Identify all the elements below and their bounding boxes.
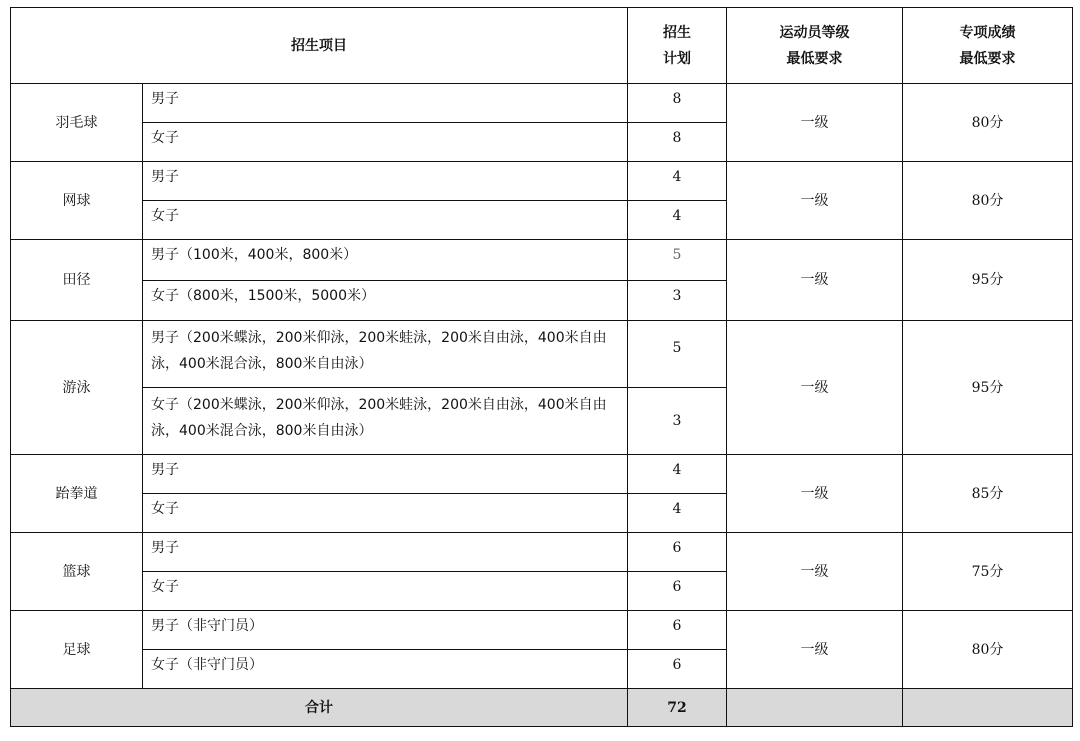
header-project: 招生项目: [11, 8, 628, 84]
entry-plan: 5: [628, 321, 727, 388]
entry-plan: 3: [628, 388, 727, 455]
level-requirement: 一级: [727, 533, 903, 611]
header-score-line1: 专项成绩: [959, 24, 1016, 41]
sport-name: 足球: [11, 611, 143, 689]
entry-gender: 女子: [143, 123, 628, 162]
entry-plan: 4: [628, 162, 727, 201]
entry-plan: 6: [628, 611, 727, 650]
entry-gender: 男子: [143, 84, 628, 123]
total-level-empty: [727, 689, 903, 727]
table-row: [11, 240, 1073, 281]
level-requirement: 一级: [727, 84, 903, 162]
entry-gender: 男子（200米蝶泳，200米仰泳，200米蛙泳，200米自由泳，400米自由泳，400米混合泳，800米自由泳）: [143, 321, 628, 388]
header-score-line2: 最低要求: [959, 50, 1016, 67]
entry-gender: 女子（200米蝶泳，200米仰泳，200米蛙泳，200米自由泳，400米自由泳，400米混合泳，800米自由泳）: [143, 388, 628, 455]
entry-gender: 男子: [143, 455, 628, 494]
entry-plan: 4: [628, 455, 727, 494]
sport-name: 网球: [11, 162, 143, 240]
entry-gender: 女子（800米，1500米，5000米）: [143, 281, 628, 321]
table-row: [11, 321, 1073, 388]
table-row: [11, 611, 1073, 650]
entry-plan: 8: [628, 123, 727, 162]
admission-table: [10, 7, 1073, 727]
level-requirement: 一级: [727, 455, 903, 533]
header-level-line2: 最低要求: [786, 50, 843, 67]
entry-gender: 女子: [143, 572, 628, 611]
header-plan: [628, 8, 727, 84]
table-row: [11, 162, 1073, 201]
score-requirement: 95分: [903, 321, 1073, 455]
score-requirement: 80分: [903, 84, 1073, 162]
score-requirement: 80分: [903, 611, 1073, 689]
entry-gender: 男子（100米，400米，800米）: [143, 240, 628, 281]
entry-gender: 女子: [143, 494, 628, 533]
header-level: [727, 8, 903, 84]
score-requirement: 85分: [903, 455, 1073, 533]
header-plan-line2: 计划: [663, 50, 691, 67]
entry-gender: 男子（非守门员）: [143, 611, 628, 650]
sport-name: 羽毛球: [11, 84, 143, 162]
entry-gender: 男子: [143, 162, 628, 201]
entry-plan: 6: [628, 650, 727, 689]
entry-plan: 8: [628, 84, 727, 123]
level-requirement: 一级: [727, 240, 903, 321]
table-row: [11, 533, 1073, 572]
entry-plan: 3: [628, 281, 727, 321]
entry-plan: 5: [628, 240, 727, 281]
header-row: [11, 8, 1073, 84]
header-score: [903, 8, 1073, 84]
score-requirement: 80分: [903, 162, 1073, 240]
entry-plan: 4: [628, 494, 727, 533]
score-requirement: 75分: [903, 533, 1073, 611]
sport-name: 跆拳道: [11, 455, 143, 533]
header-plan-line1: 招生: [663, 24, 691, 41]
entry-plan: 4: [628, 201, 727, 240]
sport-name: 篮球: [11, 533, 143, 611]
level-requirement: 一级: [727, 162, 903, 240]
sport-name: 田径: [11, 240, 143, 321]
total-row: [11, 689, 1073, 727]
entry-gender: 男子: [143, 533, 628, 572]
score-requirement: 95分: [903, 240, 1073, 321]
header-level-line1: 运动员等级: [779, 24, 850, 41]
table-row: [11, 455, 1073, 494]
total-score-empty: [903, 689, 1073, 727]
level-requirement: 一级: [727, 321, 903, 455]
table-row: [11, 84, 1073, 123]
entry-gender: 女子: [143, 201, 628, 240]
entry-gender: 女子（非守门员）: [143, 650, 628, 689]
total-label: 合计: [11, 689, 628, 727]
level-requirement: 一级: [727, 611, 903, 689]
total-plan: 72: [628, 689, 727, 727]
entry-plan: 6: [628, 572, 727, 611]
entry-plan: 6: [628, 533, 727, 572]
sport-name: 游泳: [11, 321, 143, 455]
